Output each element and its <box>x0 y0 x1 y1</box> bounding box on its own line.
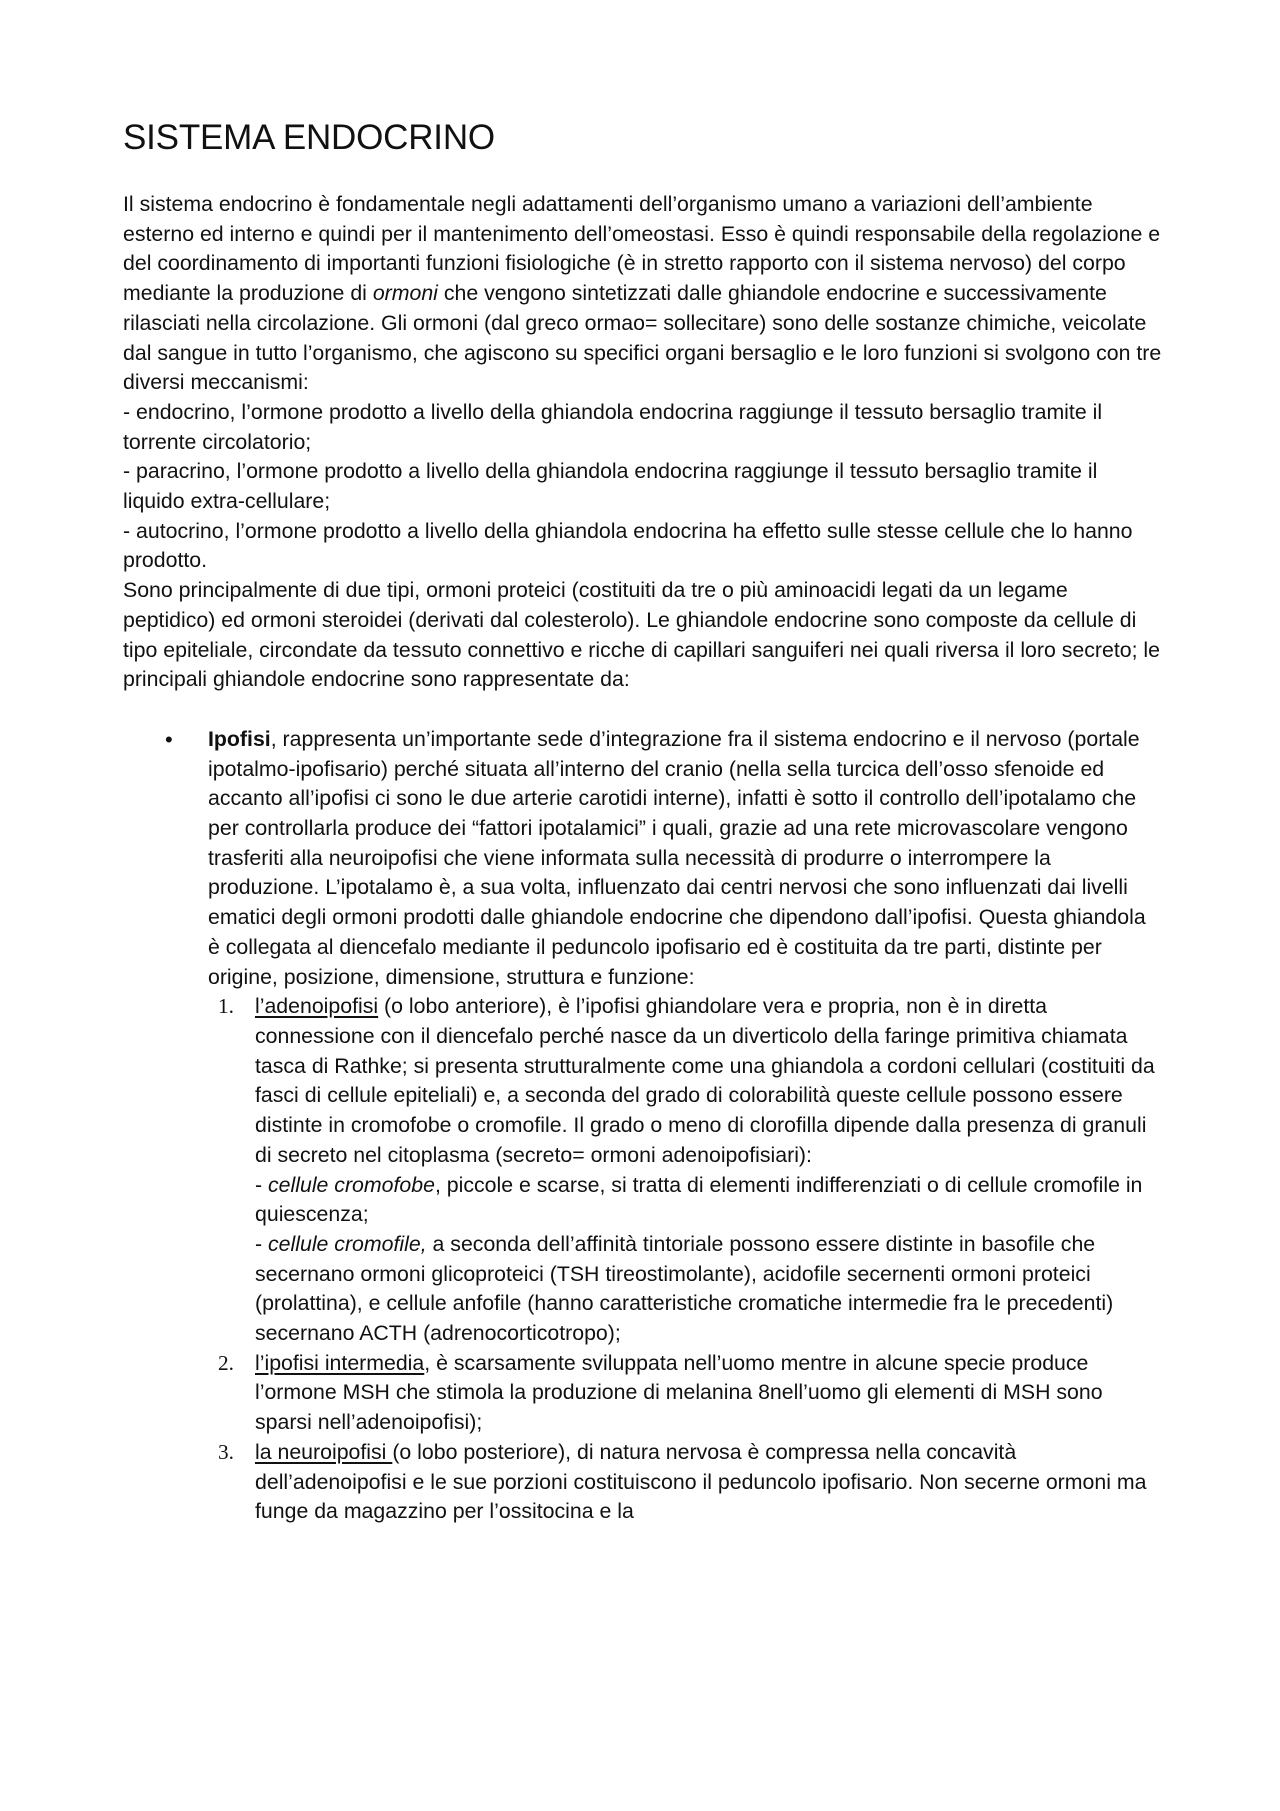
page-title: SISTEMA ENDOCRINO <box>123 118 495 157</box>
list-number: 3. <box>218 1439 234 1464</box>
adenoipofisi-text: (o lobo anteriore), è l’ipofisi ghiandolare vera e propria, non è in diretta connessione con il diencefalo perché nasce da un diverticolo della faringe primitiva chiamata tasca di Rathke; si presenta strutturalmente come una ghiandola a cordoni cellulari (costituiti da fasci di cellule epiteliali) e, a seconda del grado di colorabilità queste cellule possono essere distinte in cromofobe o cromofile. Il grado o meno di clorofilla dipende dalla presenza di granuli di secreto nel citoplasma (secreto= ormoni adenoipofisiari): <box>255 994 1155 1167</box>
adenoipofisi-term: l’adenoipofisi <box>255 994 379 1019</box>
cromofobe-text: , piccole e scarse, si tratta di elementi indifferenziati o di cellule cromofile in quiescenza; <box>255 1172 1143 1227</box>
bullet-item-ipofisi <box>123 725 1163 1527</box>
cromofobe-line <box>255 1171 1163 1230</box>
intro-section <box>123 190 1163 695</box>
intro-term-ormoni: ormoni <box>372 281 438 306</box>
adenoipofisi-paragraph <box>255 992 1163 1170</box>
intro-text-part-b: che vengono sintetizzati dalle ghiandole endocrine e successivamente rilasciati nella circolazione. Gli ormoni (dal greco ormao= sollecitare) sono delle sostanze chimiche, veicolate dal sangue in tutto l’organismo, che agiscono su specifici organi bersaglio e le loro funzioni si svolgono con tre diversi meccanismi: <box>123 281 1162 395</box>
document-page <box>123 118 1163 1527</box>
neuroipofisi-paragraph <box>255 1438 1163 1527</box>
list-item-neuroipofisi <box>208 1438 1163 1527</box>
dash: - <box>255 1231 269 1256</box>
cromofile-line <box>255 1230 1163 1349</box>
intermedia-paragraph <box>255 1349 1163 1438</box>
neuroipofisi-term: la neuroipofisi <box>255 1439 393 1464</box>
dash: - <box>255 1172 269 1197</box>
ipofisi-parts-list <box>208 992 1163 1527</box>
list-number: 2. <box>218 1350 234 1375</box>
list-item-ipofisi-intermedia <box>208 1349 1163 1438</box>
ipofisi-paragraph <box>208 725 1163 992</box>
intro-paragraph <box>123 190 1163 398</box>
list-item-adenoipofisi <box>208 992 1163 1348</box>
mechanism-paracrino: - paracrino, l’ormone prodotto a livello della ghiandola endocrina raggiunge il tessuto bersaglio tramite il liquido extra-cellulare; <box>123 459 1098 514</box>
intro-text-part-a: Il sistema endocrino è fondamentale negli adattamenti dell’organismo umano a variazioni dell’ambiente esterno ed interno e quindi per il mantenimento dell’omeostasi. Esso è quindi responsabile della regolazione e del coordinamento di importanti funzioni fisiologiche (è in stretto rapporto con il sistema nervoso) del corpo mediante la produzione di <box>123 192 1161 306</box>
ipofisi-text: , rappresenta un’importante sede d’integrazione fra il sistema endocrino e il nervoso (portale ipotalmo-ipofisario) perché situata all’interno del cranio (nella sella turcica dell’osso sfenoide ed accanto all’ipofisi ci sono le due arterie carotidi interne), infatti è sotto il controllo dell’ipotalamo che per controllarla produce dei “fattori ipotalamici” i quali, grazie ad una rete microvascolare vengono trasferiti alla neuroipofisi che viene informata sulla necessità di produrre o interrompere la produzione. L’ipotalamo è, a sua volta, influenzato dai centri nervosi che sono influenzati dai livelli ematici degli ormoni prodotti dalle ghiandole endocrine che dipendono dall’ipofisi. Questa ghiandola è collegata al diencefalo mediante il peduncolo ipofisario ed è costituita da tre parti, distinte per origine, posizione, dimensione, struttura e funzione: <box>208 726 1146 989</box>
mechanism-autocrino: - autocrino, l’ormone prodotto a livello della ghiandola endocrina ha effetto sulle stesse cellule che lo hanno prodotto. <box>123 518 1133 573</box>
intermedia-term: l’ipofisi intermedia <box>255 1350 425 1375</box>
cromofile-term: cellule cromofile, <box>268 1231 427 1256</box>
spacer <box>123 695 1163 725</box>
intermedia-text: , è scarsamente sviluppata nell’uomo mentre in alcune specie produce l’ormone MSH che stimola la produzione di melanina 8nell’uomo gli elementi di MSH sono sparsi nell’adenoipofisi); <box>255 1350 1103 1435</box>
ipofisi-term: Ipofisi <box>208 726 271 751</box>
bullet-icon: • <box>165 726 173 752</box>
cromofile-text: a seconda dell’affinità tintoriale possono essere distinte in basofile che secernano ormoni glicoproteici (TSH tireostimolante), acidofile secernenti ormoni proteici (prolattina), e cellule anfofile (hanno caratteristiche cromatiche intermedie fra le precedenti) secernano ACTH (adrenocorticotropo); <box>255 1231 1114 1346</box>
list-number: 1. <box>218 994 234 1019</box>
types-paragraph: Sono principalmente di due tipi, ormoni proteici (costituiti da tre o più aminoacidi legati da un legame peptidico) ed ormoni steroidei (derivati dal colesterolo). Le ghiandole endocrine sono composte da cellule di tipo epiteliale, circondate da tessuto connettivo e ricche di capillari sanguiferi nei quali riversa il loro secreto; le principali ghiandole endocrine sono rappresentate da: <box>123 578 1160 692</box>
cromofobe-term: cellule cromofobe <box>268 1172 435 1197</box>
neuroipofisi-text: (o lobo posteriore), di natura nervosa è compressa nella concavità dell’adenoipofisi e le sue porzioni costituiscono il peduncolo ipofisario. Non secerne ormoni ma funge da magazzino per l’ossitocina e la <box>255 1439 1147 1524</box>
mechanism-endocrino: - endocrino, l’ormone prodotto a livello della ghiandola endocrina raggiunge il tessuto bersaglio tramite il torrente circolatorio; <box>123 399 1103 454</box>
